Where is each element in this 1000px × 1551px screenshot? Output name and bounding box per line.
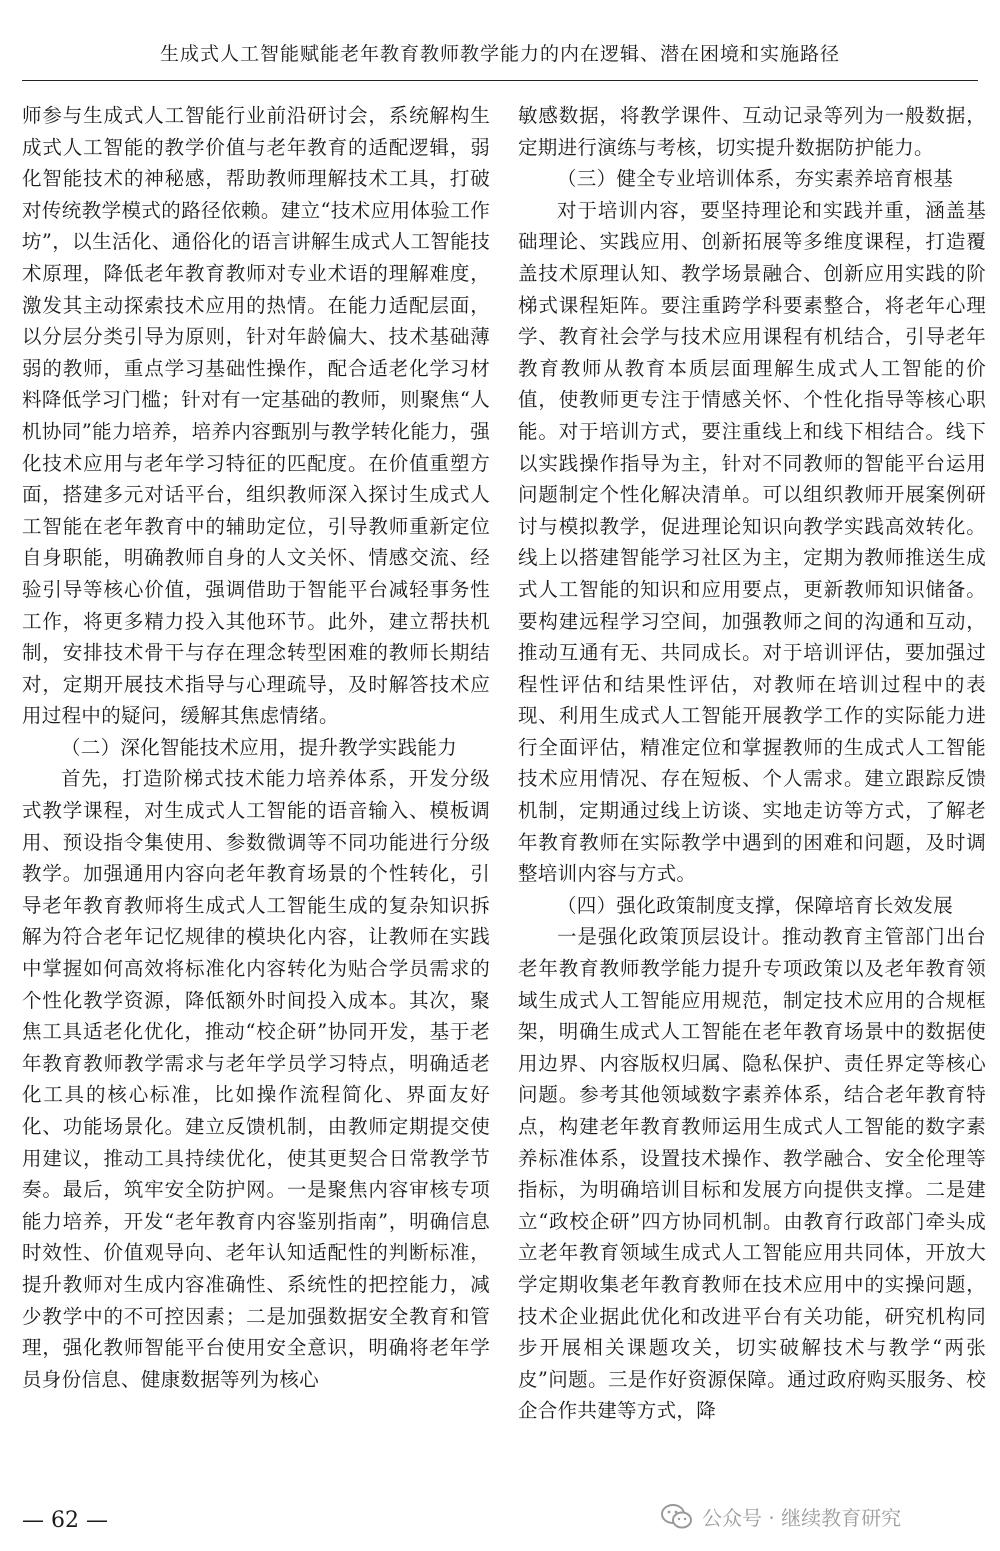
body-paragraph: 一是强化政策顶层设计。推动教育主管部门出台老年教育教师教学能力提升专项政策以及老年教育领域生成式人工智能应用规范，制定技术应用的合规框架，明确生成式人工智能在老年教育场景中的数据使用边界、内容版权归属、隐私保护、责任界定等核心问题。参考其他领域数字素养体系，结合老年教育特点，构建老年教育教师运用生成式人工智能的数字素养标准体系，设置技术操作、教学融合、安全伦理等指标，为明确培训目标和发展方向提供支撑。二是建立“政校企研”四方协同机制。由教育行政部门牵头成立老年教育领域生成式人工智能应用共同体，开放大学定期收集老年教育教师在技术应用中的实操问题，技术企业据此优化和改进平台有关功能，研究机构同步开展相关课题攻关，切实破解技术与教学“两张皮”问题。三是作好资源保障。通过政府购买服务、校企合作共建等方式，降 (518, 925, 986, 1423)
watermark (660, 1502, 901, 1531)
left-column (22, 100, 490, 1395)
page-number: — 62 — (22, 1508, 108, 1533)
section-heading: （三）健全专业培训体系，夯实素养培育根基 (557, 167, 954, 191)
body-paragraph: 首先，打造阶梯式技术能力培养体系，开发分级式教学课程，对生成式人工智能的语音输入、模板调用、预设指令集使用、参数微调等不同功能进行分级教学。加强通用内容向老年教育场景的个性转化，引导老年教育教师将生成式人工智能生成的复杂知识拆解为符合老年记忆规律的模块化内容，让教师在实践中掌握如何高效将标准化内容转化为贴合学员需求的个性化教学资源，降低额外时间投入成本。其次，聚焦工具适老化优化，推动“校企研”协同开发，基于老年教育教师教学需求与老年学员学习特点，明确适老化工具的核心标准，比如操作流程简化、界面友好化、功能场景化。建立反馈机制，由教师定期提交使用建议，推动工具持续优化，使其更契合日常教学节奏。最后，筑牢安全防护网。一是聚焦内容审核专项能力培养，开发“老年教育内容鉴别指南”，明确信息时效性、价值观导向、老年认知适配性的判断标准，提升教师对生成内容准确性、系统性的把控能力，减少教学中的不可控因素；二是加强数据安全教育和管理，强化教师智能平台使用安全意识，明确将老年学员身份信息、健康数据等列为核心 (22, 767, 490, 1391)
section-heading: （四）强化政策制度支撑，保障培育长效发展 (557, 893, 954, 917)
body-paragraph: 师参与生成式人工智能行业前沿研讨会，系统解构生成式人工智能的教学价值与老年教育的适配逻辑，弱化智能技术的神秘感，帮助教师理解技术工具，打破对传统教学模式的路径依赖。建立“技术应用体验工作坊”，以生活化、通俗化的语言讲解生成式人工智能技术原理，降低老年教育教师对专业术语的理解难度，激发其主动探索技术应用的热情。在能力适配层面，以分层分类引导为原则，针对年龄偏大、技术基础薄弱的教师，重点学习基础性操作，配合适老化学习材料降低学习门槛；针对有一定基础的教师，则聚焦“人机协同”能力培养，培养内容甄别与教学转化能力，强化技术应用与老年学习特征的匹配度。在价值重塑方面，搭建多元对话平台，组织教师深入探讨生成式人工智能在老年教育中的辅助定位，引导教师重新定位自身职能，明确教师自身的人文关怀、情感交流、经验引导等核心价值，强调借助于智能平台减轻事务性工作，将更多精力投入其他环节。此外，建立帮扶机制，安排技术骨干与存在理念转型困难的教师长期结对，定期开展技术指导与心理疏导，及时解答技术应用过程中的疑问，缓解其焦虑情绪。 (22, 104, 490, 728)
wechat-icon (660, 1503, 694, 1531)
header-rule (22, 80, 978, 81)
section-heading: （二）深化智能技术应用，提升教学实践能力 (61, 735, 458, 759)
body-paragraph: 敏感数据，将教学课件、互动记录等列为一般数据，定期进行演练与考核，切实提升数据防护能力。 (518, 104, 986, 159)
running-title: 生成式人工智能赋能老年教育教师教学能力的内在逻辑、潜在困境和实施路径 (159, 43, 840, 65)
body-paragraph: 对于培训内容，要坚持理论和实践并重，涵盖基础理论、实践应用、创新拓展等多维度课程，打造覆盖技术原理认知、教学场景融合、创新应用实践的阶梯式课程矩阵。要注重跨学科要素整合，将老年心理学、教育社会学与技术应用课程有机结合，引导老年教育教师从教育本质层面理解生成式人工智能的价值，使教师更专注于情感关怀、个性化指导等核心职能。对于培训方式，要注重线上和线下相结合。线下以实践操作指导为主，针对不同教师的智能平台运用问题制定个性化解决清单。可以组织教师开展案例研讨与模拟教学，促进理论知识向教学实践高效转化。线上以搭建智能学习社区为主，定期为教师推送生成式人工智能的知识和应用要点，更新教师知识储备。要构建远程学习空间，加强教师之间的沟通和互动，推动互通有无、共同成长。对于培训评估，要加强过程性评估和结果性评估，对教师在培训过程中的表现、利用生成式人工智能开展教学工作的实际能力进行全面评估，精准定位和掌握教师的生成式人工智能技术应用情况、存在短板、个人需求。建立跟踪反馈机制，定期通过线上访谈、实地走访等方式，了解老年教育教师在实际教学中遇到的困难和问题，及时调整培训内容与方式。 (518, 198, 986, 886)
right-column (518, 100, 986, 1427)
watermark-text: 公众号 · 继续教育研究 (702, 1506, 902, 1530)
